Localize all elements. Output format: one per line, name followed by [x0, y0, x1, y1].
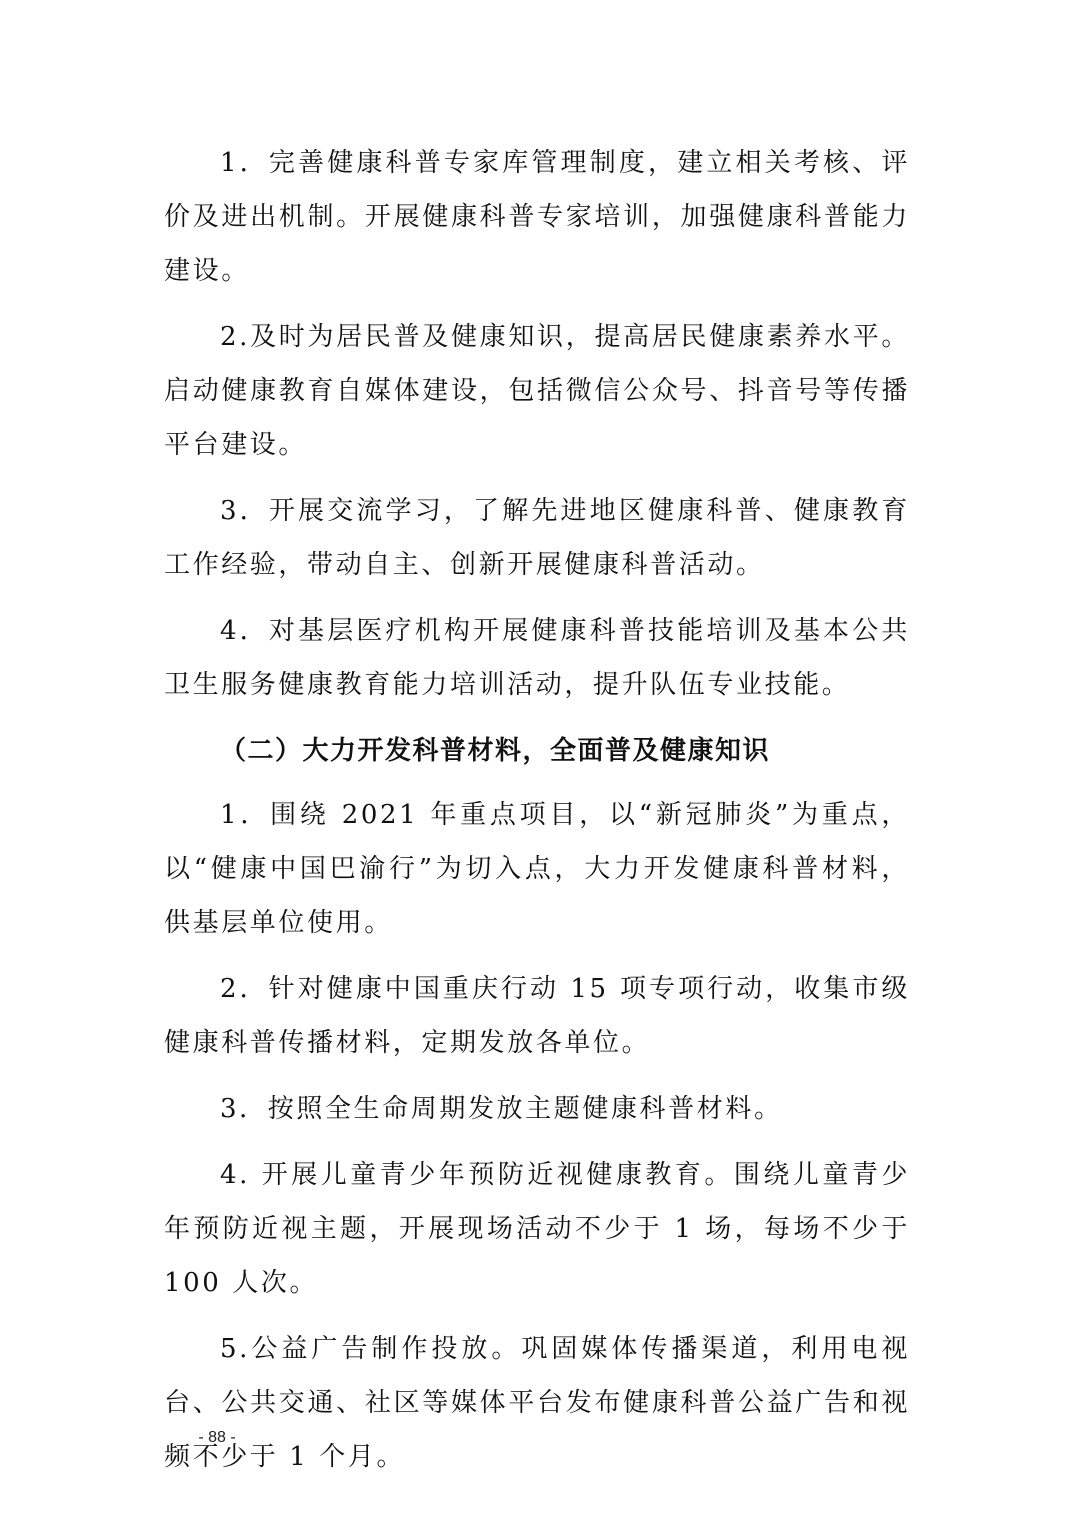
section-paragraph-5: 5.公益广告制作投放。巩固媒体传播渠道，利用电视台、公共交通、社区等媒体平台发布健康科普公益广告和视频不少于 1 个月。 [164, 1334, 910, 1472]
page-number: - 88 - [198, 1429, 236, 1446]
paragraph-item-4: 4．对基层医疗机构开展健康科普技能培训及基本公共卫生服务健康教育能力培训活动，提升队伍专业技能。 [164, 616, 910, 700]
paragraph-item-3: 3．开展交流学习，了解先进地区健康科普、健康教育工作经验，带动自主、创新开展健康科普活动。 [164, 496, 910, 580]
section-paragraph-1: 1．围绕 2021 年重点项目，以“新冠肺炎”为重点，以“健康中国巴渝行”为切入点，大力开发健康科普材料，供基层单位使用。 [164, 800, 910, 938]
paragraph-item-2: 2.及时为居民普及健康知识，提高居民健康素养水平。启动健康教育自媒体建设，包括微信公众号、抖音号等传播平台建设。 [164, 322, 910, 460]
document-body [164, 136, 910, 1496]
section-paragraph-4: 4. 开展儿童青少年预防近视健康教育。围绕儿童青少年预防近视主题，开展现场活动不少于 1 场，每场不少于 100 人次。 [164, 1160, 910, 1298]
section-paragraph-2: 2．针对健康中国重庆行动 15 项专项行动，收集市级健康科普传播材料，定期发放各单位。 [164, 974, 910, 1058]
paragraph-item-1: 1．完善健康科普专家库管理制度，建立相关考核、评价及进出机制。开展健康科普专家培训，加强健康科普能力建设。 [164, 148, 910, 286]
section-paragraph-3: 3．按照全生命周期发放主题健康科普材料。 [220, 1094, 783, 1124]
section-heading: （二）大力开发科普材料，全面普及健康知识 [220, 736, 771, 766]
